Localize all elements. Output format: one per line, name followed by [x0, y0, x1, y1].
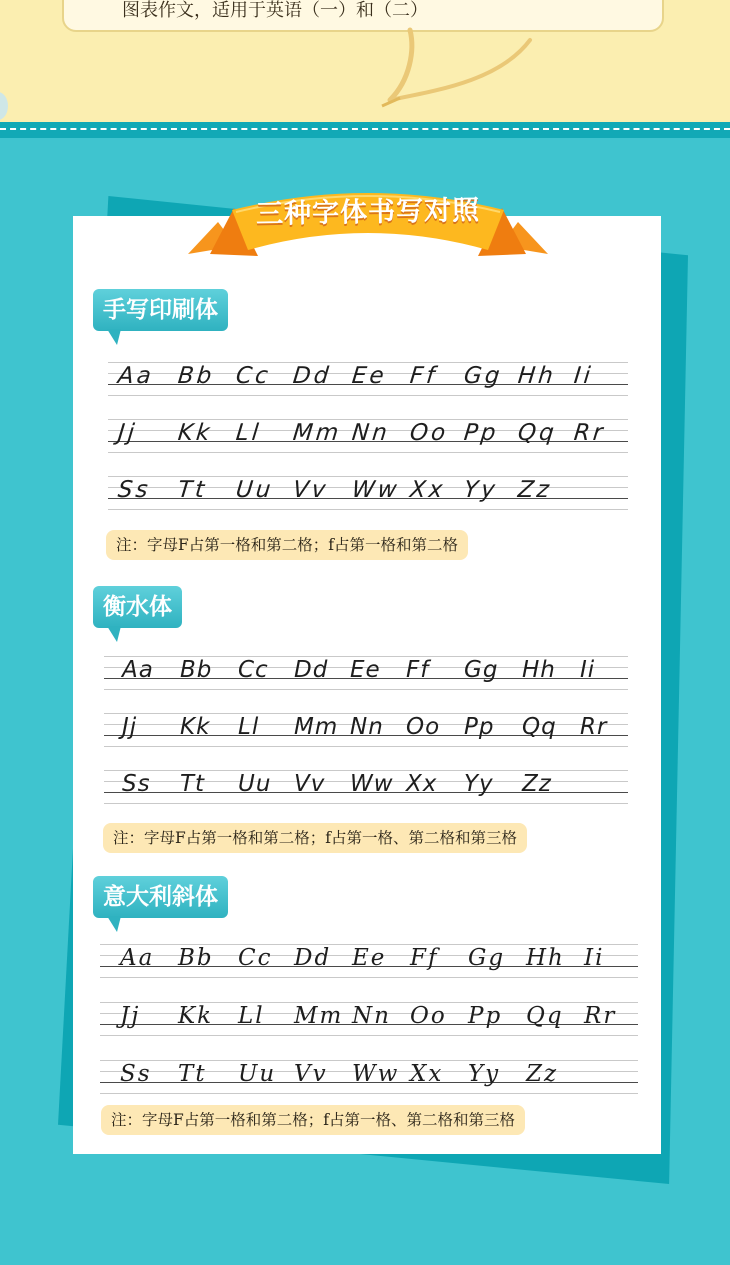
practice-row: [108, 362, 628, 396]
letter-pair: Oo: [410, 1003, 447, 1029]
section-tag-label: 意大利斜体: [103, 884, 218, 910]
letter-pair: Mm: [291, 420, 343, 446]
letter-pair: Hh: [516, 363, 558, 389]
letter-pair: Qq: [526, 1003, 564, 1029]
letter-pair: Kk: [176, 420, 214, 446]
letter-pair: Ee: [350, 363, 389, 389]
letter-pair: Yy: [462, 477, 500, 503]
section-tag-handwritten: [93, 289, 228, 331]
divider-band: [0, 122, 730, 138]
letter-pair: Aa: [122, 657, 154, 683]
letter-pair: Zz: [516, 477, 554, 503]
section-tag-italic: [93, 876, 228, 918]
letter-pair: Mm: [294, 1003, 344, 1029]
section-tag-label: 手写印刷体: [103, 297, 218, 323]
letter-pair: Mm: [294, 714, 339, 740]
letter-pair: Uu: [238, 1061, 277, 1087]
letter-pair: Pp: [468, 1003, 503, 1029]
letter-pair: Ff: [406, 657, 430, 683]
letter-pair: Ww: [350, 477, 401, 503]
letter-pair: Uu: [234, 477, 275, 503]
letter-pair: Xx: [410, 1061, 444, 1087]
letter-pair: Jj: [116, 420, 139, 446]
letter-pair: Uu: [238, 771, 272, 797]
divider-dashes: [0, 128, 730, 130]
letter-pair: Oo: [406, 714, 441, 740]
letter-pair: Cc: [238, 657, 269, 683]
letter-pair: Ll: [238, 714, 260, 740]
letter-pair: Ss: [122, 771, 151, 797]
letter-pair: Bb: [178, 945, 214, 971]
letter-pair: Aa: [120, 945, 155, 971]
letter-pair: Ii: [584, 945, 605, 971]
practice-row: [100, 1060, 638, 1094]
intro-text: 图表作文，适用于英语（一）和（二）: [122, 0, 428, 21]
letter-pair: Bb: [176, 363, 216, 389]
letter-pair: Ff: [410, 945, 439, 971]
letter-pair: Yy: [464, 771, 494, 797]
letter-pair: Vv: [294, 771, 326, 797]
letter-pair: Gg: [462, 363, 504, 389]
letter-pair: Vv: [291, 477, 330, 503]
letter-pair: Gg: [464, 657, 499, 683]
letter-pair: Qq: [516, 420, 559, 446]
letter-pair: Bb: [180, 657, 213, 683]
letter-pair: Vv: [294, 1061, 328, 1087]
letter-pair: Ee: [352, 945, 387, 971]
letter-pair: Ee: [350, 657, 381, 683]
letter-pair: Rr: [580, 714, 608, 740]
letter-pair: Oo: [408, 420, 450, 446]
practice-row: [104, 770, 628, 804]
intro-card: [62, 0, 664, 32]
letter-pair: Cc: [238, 945, 273, 971]
letter-pair: Kk: [180, 714, 211, 740]
letter-pair: Ll: [238, 1003, 265, 1029]
letter-pair: Jj: [120, 1003, 141, 1029]
tag-tail: [107, 626, 121, 642]
letter-pair: Dd: [294, 657, 329, 683]
letter-pair: Ii: [580, 657, 596, 683]
letter-pair: Zz: [522, 771, 552, 797]
note-badge: 注：字母F占第一格和第二格；f占第一格和第二格: [106, 530, 468, 560]
letter-pair: Dd: [291, 363, 333, 389]
note-badge: 注：字母F占第一格和第二格；f占第一格、第二格和第三格: [101, 1105, 525, 1135]
note-badge: 注：字母F占第一格和第二格；f占第一格、第二格和第三格: [103, 823, 527, 853]
letter-pair: Pp: [462, 420, 500, 446]
section-tag-hengshui: [93, 586, 182, 628]
decorative-dot: [0, 92, 8, 120]
letter-pair: Aa: [116, 363, 156, 389]
letter-pair: Jj: [122, 714, 138, 740]
pen-decoration-icon: [370, 20, 550, 110]
letter-pair: Gg: [468, 945, 506, 971]
letter-pair: Ll: [234, 420, 263, 446]
practice-row: [108, 476, 628, 510]
practice-row: [108, 419, 628, 453]
letter-pair: Dd: [294, 945, 332, 971]
letter-pair: Zz: [526, 1061, 559, 1087]
letter-pair: Pp: [464, 714, 495, 740]
tag-tail: [107, 329, 121, 345]
section-tag-label: 衡水体: [103, 594, 172, 620]
letter-pair: Nn: [350, 714, 384, 740]
letter-pair: Yy: [468, 1061, 501, 1087]
tag-tail: [107, 916, 121, 932]
letter-pair: Nn: [350, 420, 392, 446]
letter-pair: Qq: [522, 714, 557, 740]
letter-pair: Tt: [178, 1061, 207, 1087]
letter-pair: Ff: [408, 363, 439, 389]
top-banner-area: [0, 0, 730, 124]
practice-row: [100, 1002, 638, 1036]
letter-pair: Tt: [180, 771, 206, 797]
letter-pair: Rr: [572, 420, 607, 446]
practice-row: [104, 713, 628, 747]
letter-pair: Kk: [178, 1003, 214, 1029]
letter-pair: Ss: [120, 1061, 152, 1087]
practice-row: [100, 944, 638, 978]
letter-pair: Ii: [572, 363, 595, 389]
letter-pair: Hh: [522, 657, 556, 683]
letter-pair: Ww: [350, 771, 394, 797]
letter-pair: Ss: [116, 477, 152, 503]
practice-row: [104, 656, 628, 690]
letter-pair: Xx: [406, 771, 438, 797]
letter-pair: Nn: [352, 1003, 391, 1029]
letter-pair: Hh: [526, 945, 565, 971]
letter-pair: Xx: [408, 477, 447, 503]
letter-pair: Rr: [584, 1003, 617, 1029]
letter-pair: Cc: [234, 363, 273, 389]
ribbon-title: 三种字体书写对照: [255, 195, 481, 230]
letter-pair: Ww: [352, 1061, 400, 1087]
letter-pair: Tt: [176, 477, 209, 503]
